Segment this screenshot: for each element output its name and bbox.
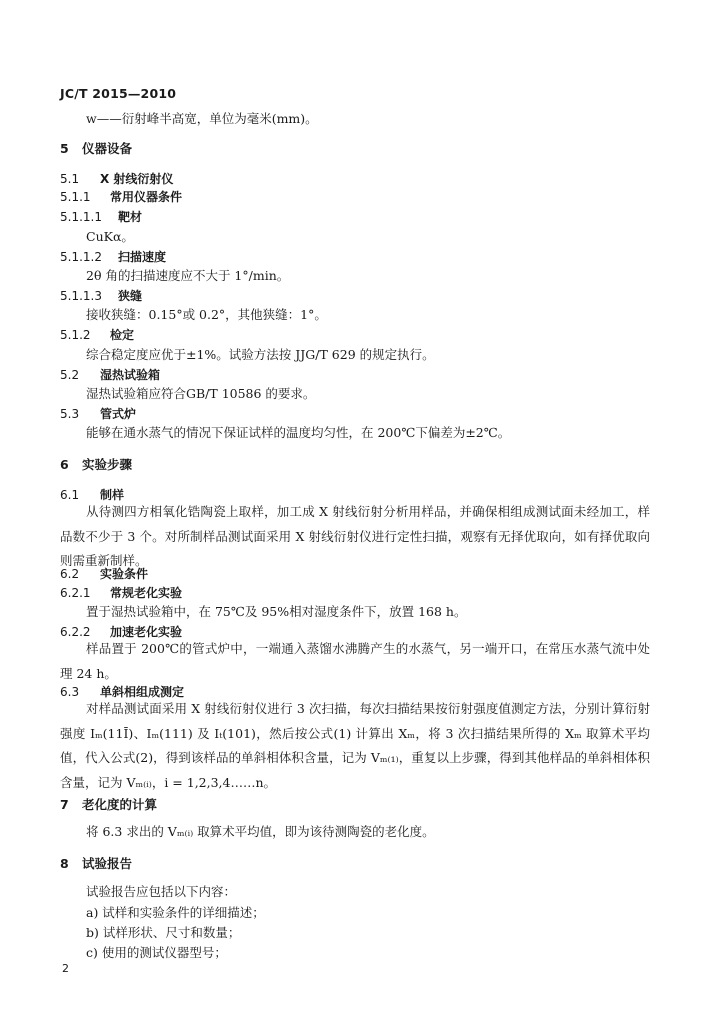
- standard-code-header: JC/T 2015—2010: [60, 86, 177, 101]
- section-6-heading: 6 实验步骤: [60, 457, 133, 472]
- section-5-1-1-3-heading: 5.1.1.3 狭缝: [60, 289, 143, 303]
- section-8-item-b: b) 试样形状、尺寸和数量；: [86, 925, 241, 940]
- section-5-1-1-1-heading: 5.1.1.1 靶材: [60, 210, 143, 224]
- page-number: 2: [62, 962, 69, 975]
- section-6-1-body: 从待测四方相氧化锆陶瓷上取样，加工成 X 射线衍射分析用样品，并确保相组成测试面未经加工，样品数不少于 3 个。对所制样品测试面采用 X 射线衍射仪进行定性扫描，观察有无择优取向，如有择优取向则需重新制样。: [60, 504, 650, 568]
- section-6-2-heading: 6.2 实验条件: [60, 567, 149, 581]
- section-5-3-body: 能够在通水蒸气的情况下保证试样的温度均匀性，在 200℃下偏差为±2℃。: [86, 425, 511, 440]
- section-6-3-body: 对样品测试面采用 X 射线衍射仪进行 3 次扫描，每次扫描结果按衍射强度值测定方法，分别计算衍射强度 Iₘ(11Ī)、Iₘ(111) 及 Iₜ(101)，然后按公式(1) 计算出 Xₘ，将 3 次扫描结果所得的 Xₘ 取算术平均值，代入公式(2)，得到该样品的单斜相体积含量，记为 Vₘ₍₁₎，重复以上步骤，得到其他样品的单斜相体积含量，记为 Vₘ₍ᵢ₎，i = 1,2,3,4……n。: [60, 701, 650, 790]
- section-5-1-1-2-body: 2θ 角的扫描速度应不大于 1°/min。: [86, 268, 290, 283]
- section-5-1-1-3-body: 接收狭缝：0.15°或 0.2°，其他狭缝：1°。: [86, 307, 327, 322]
- section-8-heading: 8 试验报告: [60, 856, 133, 871]
- section-5-3-heading: 5.3 管式炉: [60, 407, 137, 421]
- section-5-heading: 5 仪器设备: [60, 141, 133, 156]
- section-8-body: 试验报告应包括以下内容：: [86, 884, 237, 899]
- section-5-2-heading: 5.2 湿热试验箱: [60, 368, 161, 382]
- section-6-2-1-body: 置于湿热试验箱中，在 75℃及 95%相对湿度条件下，放置 168 h。: [86, 604, 467, 619]
- section-5-1-heading: 5.1 X 射线衍射仪: [60, 172, 174, 186]
- w-definition: w——衍射峰半高宽，单位为毫米(mm)。: [86, 111, 318, 126]
- section-6-2-1-heading: 6.2.1 常规老化实验: [60, 586, 183, 600]
- section-6-2-2-heading: 6.2.2 加速老化实验: [60, 625, 183, 639]
- section-7-heading: 7 老化度的计算: [60, 797, 158, 812]
- section-5-2-body: 湿热试验箱应符合GB/T 10586 的要求。: [86, 386, 316, 401]
- section-8-item-c: c) 使用的测试仪器型号；: [86, 945, 227, 960]
- section-5-1-1-heading: 5.1.1 常用仪器条件: [60, 190, 183, 204]
- section-8-item-a: a) 试样和实验条件的详细描述；: [86, 905, 265, 920]
- section-5-1-2-body: 综合稳定度应优于±1%。试验方法按 JJG/T 629 的规定执行。: [86, 347, 435, 362]
- section-6-2-2-body: 样品置于 200℃的管式炉中，一端通入蒸馏水沸腾产生的水蒸气，另一端开口，在常压水蒸气流中处理 24 h。: [60, 641, 650, 681]
- section-6-3-heading: 6.3 单斜相组成测定: [60, 685, 185, 699]
- section-5-1-1-1-body: CuKα。: [86, 229, 134, 244]
- section-7-body: 将 6.3 求出的 Vₘ₍ᵢ₎ 取算术平均值，即为该待测陶瓷的老化度。: [86, 824, 435, 839]
- section-5-1-1-2-heading: 5.1.1.2 扫描速度: [60, 250, 167, 264]
- section-5-1-2-heading: 5.1.2 检定: [60, 328, 135, 342]
- section-6-1-heading: 6.1 制样: [60, 488, 125, 502]
